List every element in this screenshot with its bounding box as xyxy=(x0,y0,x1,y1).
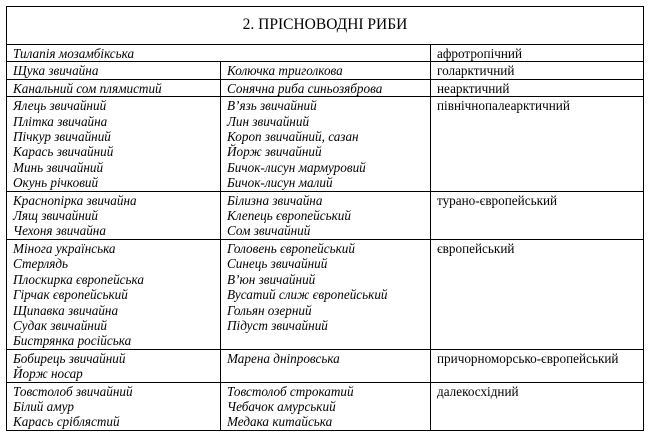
species-name: Лин звичайний xyxy=(227,113,310,129)
table-row xyxy=(7,191,644,239)
region-label: європейський xyxy=(437,240,515,256)
species-name: В’язь звичайний xyxy=(227,98,317,114)
species-name: Стерлядь xyxy=(13,256,69,272)
region-label: причорноморсько-європейський xyxy=(437,350,619,366)
species-name: Бистрянка російська xyxy=(13,333,132,349)
species-name: Пічкур звичайний xyxy=(13,129,111,145)
fish-table xyxy=(6,6,644,431)
region-cell xyxy=(431,349,644,382)
table-row xyxy=(7,62,644,79)
species-name: Гірчак європейський xyxy=(13,287,128,303)
species-name: Краснопірка звичайна xyxy=(13,192,137,208)
species-cell-left xyxy=(7,239,221,349)
species-name: Ялець звичайний xyxy=(13,98,107,114)
region-label: голарктичний xyxy=(437,63,515,79)
region-cell xyxy=(431,191,644,239)
table-row xyxy=(7,97,644,191)
species-name: Клепець європейський xyxy=(227,208,351,224)
species-name: Підуст звичайний xyxy=(227,317,328,333)
species-name: Вусатий слиж європейський xyxy=(227,287,388,303)
species-name: Щипавка звичайна xyxy=(13,302,119,318)
table-row xyxy=(7,239,644,349)
species-name: Сом звичайний xyxy=(227,223,311,239)
species-name: Окунь річковий xyxy=(13,175,99,191)
species-name: Сонячна риба синьозяброва xyxy=(227,80,383,96)
species-name: Короп звичайний, сазан xyxy=(227,129,359,145)
species-name: Бичок-лисун малий xyxy=(227,175,333,191)
table-row xyxy=(7,79,644,96)
species-cell-left xyxy=(7,382,221,430)
species-name: Товстолоб строкатий xyxy=(227,383,354,399)
species-name: Чебачок амурський xyxy=(227,398,336,414)
region-cell xyxy=(431,79,644,96)
species-name: Білий амур xyxy=(13,398,74,414)
species-cell-right xyxy=(221,191,431,239)
species-name: Лящ звичайний xyxy=(13,208,98,224)
species-name: Товстолоб звичайний xyxy=(13,383,133,399)
species-name: Чехоня звичайна xyxy=(13,223,106,239)
species-name: Бичок-лисун мармуровий xyxy=(227,159,366,175)
species-name: Синець звичайний xyxy=(227,256,328,272)
species-name: Судак звичайний xyxy=(13,317,108,333)
region-cell xyxy=(431,45,644,62)
region-cell xyxy=(431,62,644,79)
species-cell-right xyxy=(221,349,431,382)
region-cell xyxy=(431,239,644,349)
region-cell xyxy=(431,97,644,191)
species-name: Тилапія мозамбікська xyxy=(13,46,135,61)
species-cell-left xyxy=(7,45,431,62)
species-name: Бобирець звичайний xyxy=(13,350,126,366)
species-name: Мінога українська xyxy=(13,240,116,256)
species-cell-right xyxy=(221,79,431,96)
table-row xyxy=(7,382,644,430)
species-name: Щука звичайна xyxy=(13,63,99,79)
species-cell-right xyxy=(221,382,431,430)
species-cell-left xyxy=(7,97,221,191)
species-name: Головень європейський xyxy=(227,240,355,256)
region-label: турано-європейський xyxy=(437,192,558,208)
region-label: афротропічний xyxy=(437,46,523,61)
species-name: Плоскирка європейська xyxy=(13,271,144,287)
region-cell xyxy=(431,382,644,430)
species-name: Йорж звичайний xyxy=(227,144,322,160)
species-name: Йорж носар xyxy=(13,366,83,382)
species-cell-left xyxy=(7,349,221,382)
species-name: Колючка триголкова xyxy=(227,63,343,79)
species-name: Гольян озерний xyxy=(227,302,312,318)
title-row xyxy=(7,7,644,45)
table-row xyxy=(7,349,644,382)
species-name: Канальний сом плямистий xyxy=(13,80,162,96)
species-name: Білизна звичайна xyxy=(227,192,323,208)
species-name: Минь звичайний xyxy=(13,159,104,175)
species-cell-left xyxy=(7,79,221,96)
species-name: Карась сріблястий xyxy=(13,414,120,430)
region-label: далекосхідний xyxy=(437,383,519,399)
species-cell-left xyxy=(7,62,221,79)
species-cell-right xyxy=(221,239,431,349)
species-cell-right xyxy=(221,97,431,191)
table-row xyxy=(7,45,644,62)
species-name: Плітка звичайна xyxy=(13,113,108,129)
species-cell-right xyxy=(221,62,431,79)
region-label: неарктичний xyxy=(437,80,510,96)
species-name: В’юн звичайний xyxy=(227,271,316,287)
species-name: Медака китайська xyxy=(227,414,333,430)
species-cell-left xyxy=(7,191,221,239)
region-label: північнопалеарктичний xyxy=(437,98,570,114)
species-name: Карась звичайний xyxy=(13,144,114,160)
table-title: 2. ПРІСНОВОДНІ РИБИ xyxy=(7,7,644,45)
species-name: Марена дніпровська xyxy=(227,350,340,366)
